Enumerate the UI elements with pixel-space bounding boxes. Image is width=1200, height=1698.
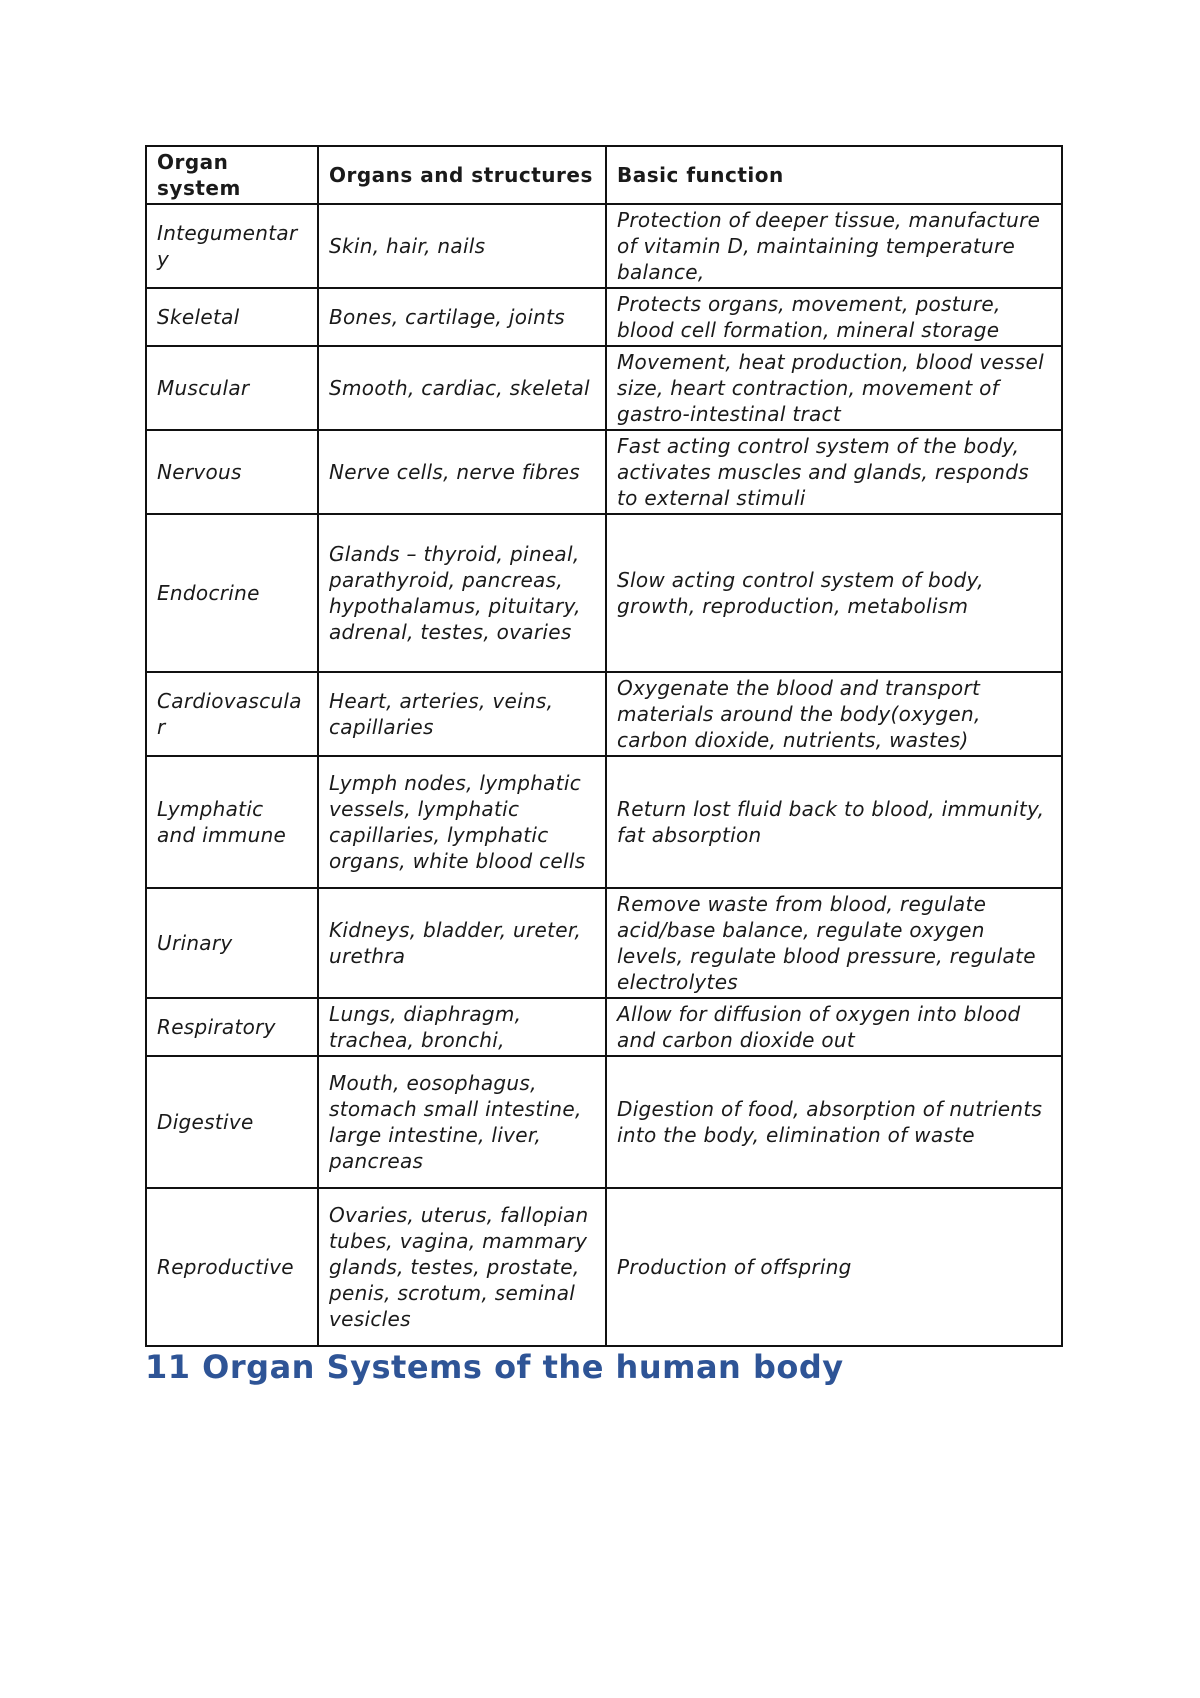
cell-organs: Heart, arteries, veins, capillaries xyxy=(318,672,606,756)
cell-system: Digestive xyxy=(146,1056,318,1188)
table-header-row xyxy=(146,146,1062,204)
cell-organs: Ovaries, uterus, fallopian tubes, vagina, mammary glands, testes, prostate, penis, scrotum, seminal vesicles xyxy=(318,1188,606,1346)
cell-organs: Bones, cartilage, joints xyxy=(318,288,606,346)
cell-system: Integumentary xyxy=(146,204,318,288)
header-organ-system: Organ system xyxy=(146,146,318,204)
cell-organs: Skin, hair, nails xyxy=(318,204,606,288)
cell-function: Protects organs, movement, posture, blood cell formation, mineral storage xyxy=(606,288,1062,346)
cell-function: Oxygenate the blood and transport materials around the body(oxygen, carbon dioxide, nutrients, wastes) xyxy=(606,672,1062,756)
cell-system: Endocrine xyxy=(146,514,318,672)
table-caption: 11 Organ Systems of the human body xyxy=(145,1348,844,1386)
cell-function: Digestion of food, absorption of nutrients into the body, elimination of waste xyxy=(606,1056,1062,1188)
table-row xyxy=(146,888,1062,998)
cell-function: Fast acting control system of the body, activates muscles and glands, responds to external stimuli xyxy=(606,430,1062,514)
table-row xyxy=(146,346,1062,430)
header-organs-structures: Organs and structures xyxy=(318,146,606,204)
cell-system: Reproductive xyxy=(146,1188,318,1346)
cell-function: Allow for diffusion of oxygen into blood and carbon dioxide out xyxy=(606,998,1062,1056)
cell-organs: Glands – thyroid, pineal, parathyroid, pancreas, hypothalamus, pituitary, adrenal, testes, ovaries xyxy=(318,514,606,672)
cell-organs: Kidneys, bladder, ureter, urethra xyxy=(318,888,606,998)
cell-function: Production of offspring xyxy=(606,1188,1062,1346)
cell-system: Cardiovascular xyxy=(146,672,318,756)
cell-organs: Lymph nodes, lymphatic vessels, lymphatic capillaries, lymphatic organs, white blood cells xyxy=(318,756,606,888)
table-row xyxy=(146,672,1062,756)
cell-function: Slow acting control system of body, growth, reproduction, metabolism xyxy=(606,514,1062,672)
table-row xyxy=(146,430,1062,514)
cell-organs: Mouth, eosophagus, stomach small intestine, large intestine, liver, pancreas xyxy=(318,1056,606,1188)
cell-function: Remove waste from blood, regulate acid/base balance, regulate oxygen levels, regulate blood pressure, regulate electrolytes xyxy=(606,888,1062,998)
cell-system: Urinary xyxy=(146,888,318,998)
table-row xyxy=(146,1056,1062,1188)
table-row xyxy=(146,998,1062,1056)
cell-function: Protection of deeper tissue, manufacture of vitamin D, maintaining temperature balance, xyxy=(606,204,1062,288)
cell-function: Return lost fluid back to blood, immunity, fat absorption xyxy=(606,756,1062,888)
cell-organs: Nerve cells, nerve fibres xyxy=(318,430,606,514)
cell-system: Nervous xyxy=(146,430,318,514)
cell-system: Skeletal xyxy=(146,288,318,346)
organ-systems-table xyxy=(145,145,1063,1347)
cell-organs: Smooth, cardiac, skeletal xyxy=(318,346,606,430)
cell-organs: Lungs, diaphragm, trachea, bronchi, xyxy=(318,998,606,1056)
cell-system: Respiratory xyxy=(146,998,318,1056)
cell-system: Muscular xyxy=(146,346,318,430)
table-row xyxy=(146,756,1062,888)
table-row xyxy=(146,514,1062,672)
cell-system: Lymphatic and immune xyxy=(146,756,318,888)
header-basic-function: Basic function xyxy=(606,146,1062,204)
table-row xyxy=(146,1188,1062,1346)
table-row xyxy=(146,204,1062,288)
cell-function: Movement, heat production, blood vessel size, heart contraction, movement of gastro-intestinal tract xyxy=(606,346,1062,430)
table-row xyxy=(146,288,1062,346)
